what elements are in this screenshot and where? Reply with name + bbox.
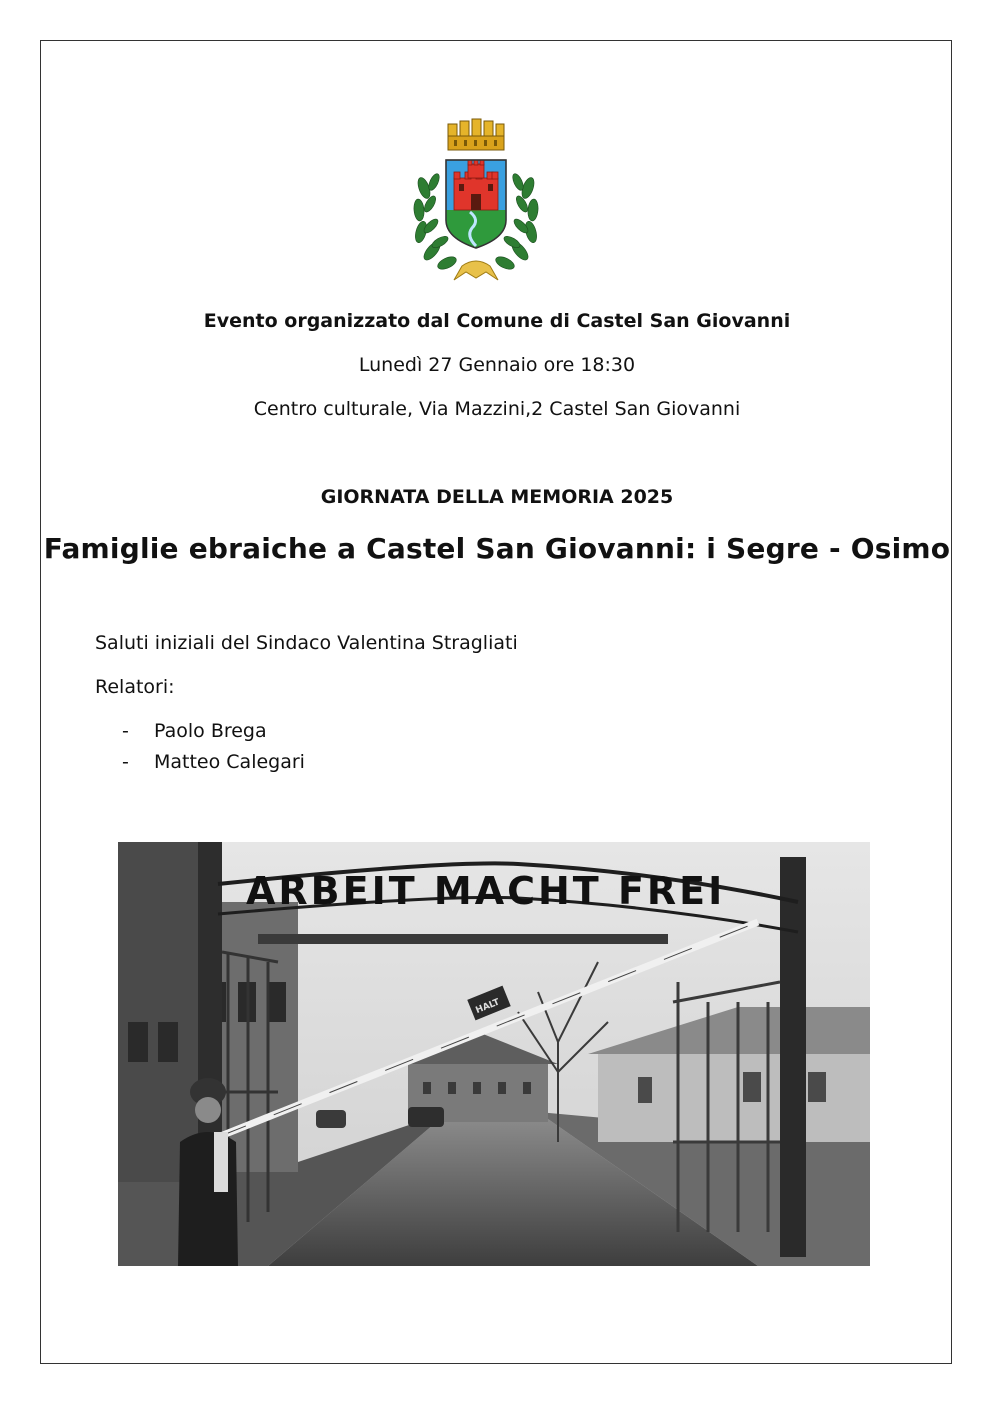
event-venue: Centro culturale, Via Mazzini,2 Castel San Giovanni — [253, 398, 741, 420]
greeting-line: Saluti iniziali del Sindaco Valentina Stragliati — [95, 632, 518, 654]
list-bullet: - — [122, 751, 129, 773]
memorial-day-heading: GIORNATA DELLA MEMORIA 2025 — [320, 486, 674, 508]
gate-sign-text: ARBEIT MACHT FREI — [246, 869, 726, 913]
list-item — [122, 749, 305, 780]
speakers-heading: Relatori: — [95, 676, 175, 698]
coat-of-arms-logo — [410, 116, 542, 282]
speaker-name: Matteo Calegari — [154, 751, 305, 773]
list-item — [122, 718, 305, 749]
event-title: Famiglie ebraiche a Castel San Giovanni: i Segre - Osimo — [43, 532, 951, 565]
speakers-list — [122, 718, 305, 780]
camp-gate-photo — [118, 842, 870, 1266]
speaker-name: Paolo Brega — [154, 720, 267, 742]
organizer-line: Evento organizzato dal Comune di Castel San Giovanni — [203, 310, 791, 332]
event-datetime: Lunedì 27 Gennaio ore 18:30 — [358, 354, 636, 376]
halt-sign-text: HALT — [474, 997, 502, 1017]
list-bullet: - — [122, 720, 129, 742]
